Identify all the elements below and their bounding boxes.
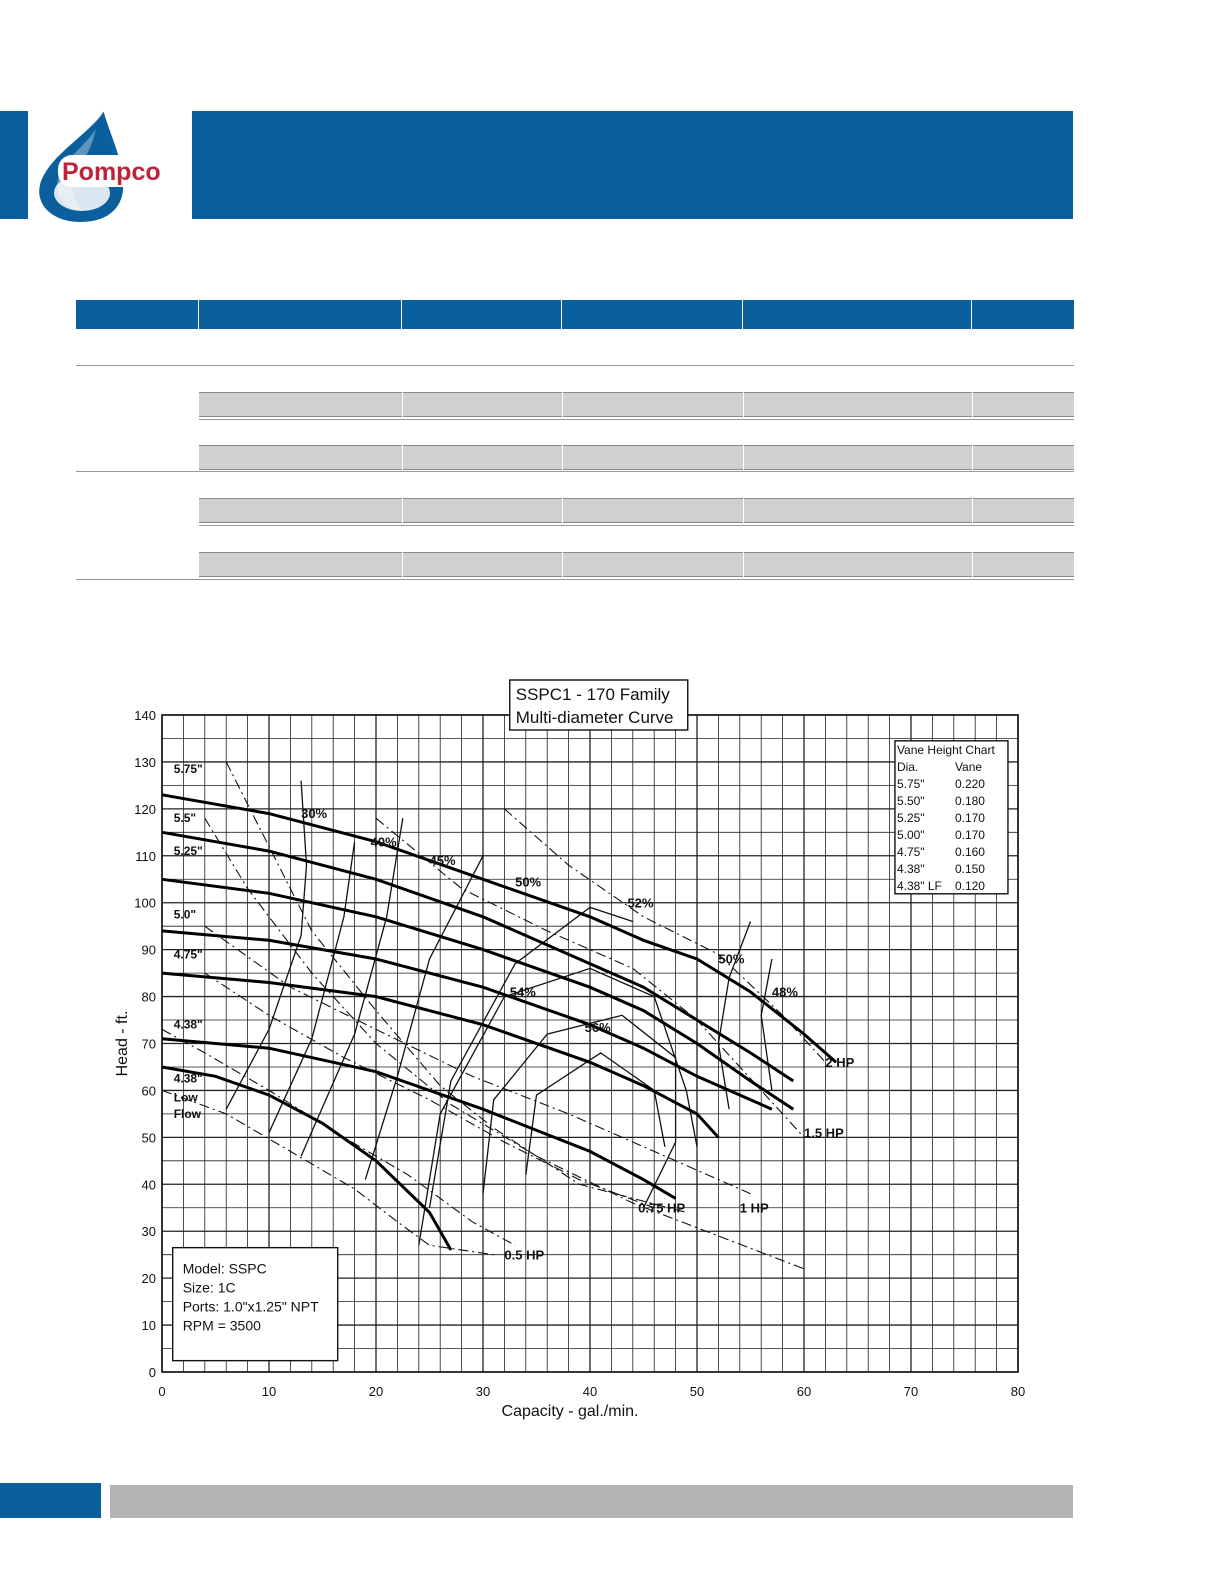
info-box-line: Size: 1C [182,1279,236,1296]
chart-title: SSPC1 - 170 Family [515,685,670,704]
y-tick-label: 20 [141,1271,156,1287]
vane-chart-dia: 5.50" [896,793,925,808]
table-cell-divider [972,498,973,523]
x-tick-label: 30 [475,1384,491,1399]
table-divider [76,579,1074,580]
vane-chart-header: Vane [954,759,983,774]
table-row [199,552,1074,577]
vane-chart-dia: 5.00" [896,827,925,842]
y-tick-label: 50 [141,1130,156,1146]
info-box-line: Model: SSPC [182,1260,267,1277]
logo-wordmark: Pompco [62,158,161,186]
table-cell-divider [972,552,973,577]
efficiency-label: 45% [429,853,456,869]
header-bar [192,111,1073,219]
table-row [199,445,1074,470]
y-tick-label: 110 [135,848,156,864]
x-axis-label: Capacity - gal./min. [501,1403,639,1420]
diameter-label: 5.5" [173,811,197,826]
efficiency-label: 54% [509,984,536,1000]
hp-label: 0.5 HP [504,1247,545,1263]
vane-chart-vane: 0.220 [954,776,985,791]
vane-chart-vane: 0.150 [954,861,985,876]
efficiency-label: 48% [771,984,798,1000]
header-left-tab [0,111,28,219]
efficiency-label: 40% [370,834,397,850]
vane-chart-vane: 0.170 [954,827,985,842]
y-tick-label: 40 [141,1177,156,1193]
efficiency-line-45 [365,856,483,1180]
y-tick-label: 130 [134,754,156,770]
table-row [199,498,1074,523]
pompco-logo [30,101,190,226]
table-header-cell [402,300,562,329]
y-tick-label: 80 [141,989,156,1005]
diameter-label: 4.75" [173,947,203,962]
y-tick-label: 120 [134,801,156,817]
x-tick-label: 70 [903,1384,919,1399]
table-cell-divider [743,392,744,417]
y-tick-label: 60 [141,1083,156,1099]
x-tick-label: 40 [582,1384,598,1399]
table-header-cell [562,300,743,329]
y-axis-label: Head - ft. [114,1010,131,1077]
x-tick-label: 20 [368,1384,384,1399]
y-tick-label: 70 [141,1036,156,1052]
efficiency-label: 50% [718,951,745,967]
table-cell-divider [402,552,403,577]
table-cell-divider [562,498,563,523]
table-cell-divider [743,498,744,523]
diameter-label: 5.25" [173,844,203,859]
vane-chart-header: Dia. [896,759,919,774]
table-cell-divider [743,552,744,577]
vane-chart-vane: 0.170 [954,810,985,825]
table-cell-divider [402,392,403,417]
diameter-label: 5.75" [173,761,203,776]
x-tick-label: 80 [1010,1384,1026,1399]
y-tick-label: 30 [141,1224,156,1240]
chart-subtitle: Multi-diameter Curve [515,708,674,727]
table-cell-divider [972,445,973,470]
efficiency-label: 56% [584,1019,611,1035]
y-tick-label: 90 [141,942,156,958]
table-header-row [76,300,1074,329]
pump-curve-svg [105,660,1045,1420]
vane-chart-vane: 0.120 [954,878,985,893]
vane-chart-vane: 0.180 [954,793,985,808]
efficiency-line-48 [761,959,772,1090]
diameter-label: Low [173,1090,198,1105]
table-row [199,392,1074,417]
diameter-label: 4.38" [173,1071,203,1086]
vane-chart-title: Vane Height Chart [896,742,995,757]
table-header-cell [199,300,402,329]
table-cell-divider [743,445,744,470]
x-tick-label: 10 [261,1384,277,1399]
efficiency-line-54 [483,1015,676,1208]
table-divider [199,525,1074,526]
hp-label: 1 HP [739,1200,769,1216]
x-tick-label: 50 [689,1384,705,1399]
efficiency-label: 30% [301,806,328,822]
series-line-6 [162,1067,451,1250]
table-cell-divider [972,392,973,417]
table-cell-divider [562,392,563,417]
hp-label: 1.5 HP [804,1125,844,1141]
x-tick-label: 0 [158,1384,166,1399]
vane-chart-dia: 4.38" [896,861,925,876]
vane-chart-dia: 4.38" LF [896,878,942,893]
table-header-cell [743,300,972,329]
y-tick-label: 140 [134,708,156,723]
vane-chart-vane: 0.160 [954,844,985,859]
hp-label: 2 HP [825,1054,855,1070]
table-header-cell [972,300,1074,329]
efficiency-label: 52% [627,895,654,911]
table-cell-divider [402,498,403,523]
efficiency-line-50 [430,907,633,1207]
diameter-label: 4.38" [173,1017,203,1032]
vane-chart-dia: 4.75" [896,844,925,859]
hp-label: 0.75 HP [638,1200,686,1216]
table-header-cell [76,300,199,329]
pump-curve-chart [105,660,1045,1420]
table-divider [76,471,1074,472]
table-divider [76,365,1074,366]
table-divider [199,419,1074,420]
y-tick-label: 0 [148,1365,156,1380]
footer-left-tab [0,1483,101,1518]
spec-table [76,300,1074,582]
footer-bar [110,1485,1073,1518]
y-tick-label: 100 [134,895,156,911]
efficiency-line-40 [301,818,403,1156]
table-cell-divider [562,552,563,577]
diameter-label: 5.0" [173,907,197,922]
x-tick-label: 60 [796,1384,812,1399]
vane-chart-dia: 5.25" [896,810,925,825]
vane-chart-dia: 5.75" [896,776,925,791]
efficiency-label: 50% [515,874,542,890]
info-box-line: Ports: 1.0"x1.25" NPT [182,1298,319,1315]
diameter-label: Flow [173,1106,202,1121]
table-cell-divider [562,445,563,470]
hp-line-0.5 [162,1090,494,1254]
info-box-line: RPM = 3500 [182,1317,261,1334]
table-cell-divider [402,445,403,470]
y-tick-label: 10 [141,1318,156,1334]
